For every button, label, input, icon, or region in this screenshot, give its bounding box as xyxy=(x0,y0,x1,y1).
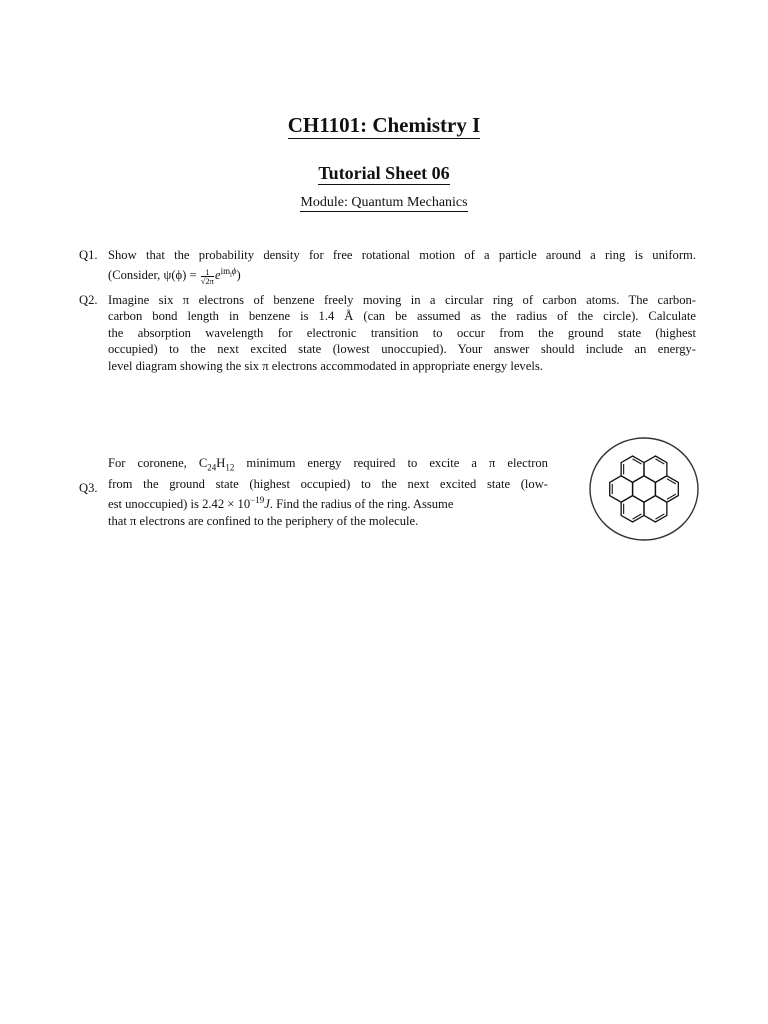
hexagon-rings xyxy=(610,456,679,522)
hexagon-ring xyxy=(644,496,667,522)
formula-suffix: ) xyxy=(236,268,241,283)
ring-circle xyxy=(590,438,698,540)
question-line-formula xyxy=(108,263,696,285)
subscript: 24 xyxy=(207,462,217,473)
hexagon-ring xyxy=(644,456,667,482)
text-fragment: minimum energy required to excite a π electron xyxy=(234,456,548,470)
page-title xyxy=(0,112,768,138)
subscript: 12 xyxy=(225,462,235,473)
exponent-sub: l xyxy=(230,273,232,280)
question-line: occupied) to the next excited state (lowest unoccupied). Your answer should include an energy- xyxy=(108,342,696,357)
exponent-phi: ϕ xyxy=(231,266,237,277)
unit: J xyxy=(264,497,270,512)
question-line: from the ground state (highest occupied) to the next excited state (low- xyxy=(108,476,548,491)
fraction-numerator: 1 xyxy=(201,268,214,277)
question-line xyxy=(108,455,548,476)
coronene-structure-icon xyxy=(588,436,700,542)
text-fragment: H xyxy=(216,456,226,470)
question-number: Q1. xyxy=(79,248,98,262)
question-text xyxy=(108,292,696,374)
formula-prefix: (Consider, ψ(ϕ) = xyxy=(108,268,200,283)
module-name: Module: Quantum Mechanics xyxy=(300,195,468,210)
text-fragment: est unoccupied) is 2.42 × 10 xyxy=(108,497,251,512)
hexagon-ring xyxy=(621,496,644,522)
question-number: Q2. xyxy=(79,293,98,307)
question-line: the absorption wavelength for electronic transition to occur from the ground state (highest xyxy=(108,325,696,340)
text-fragment: For coronene, C xyxy=(108,456,208,470)
course-title: CH1101: Chemistry I xyxy=(287,113,481,137)
question-line: Show that the probability density for free rotational motion of a particle around a ring is uniform. xyxy=(108,248,696,262)
question-line xyxy=(108,492,548,513)
fraction-denominator: √2π xyxy=(200,276,214,287)
question-text xyxy=(108,247,696,285)
exponent xyxy=(220,266,237,280)
superscript: −19 xyxy=(250,495,265,506)
exponent-im: im xyxy=(220,266,231,277)
text-fragment: . Find the radius of the ring. Assume xyxy=(269,497,454,512)
exponential: e xyxy=(214,268,221,283)
question-line: Imagine six π electrons of benzene freely moving in a circular ring of carbon atoms. The carbon- xyxy=(108,293,696,307)
question-number: Q3. xyxy=(79,481,98,495)
sheet-title: Tutorial Sheet 06 xyxy=(318,163,450,183)
question-text xyxy=(108,455,548,529)
sheet-subtitle xyxy=(0,161,768,185)
fraction xyxy=(201,268,214,285)
question-line: that π electrons are confined to the periphery of the molecule. xyxy=(108,513,419,528)
question-line: level diagram showing the six π electrons accommodated in appropriate energy levels. xyxy=(108,358,543,373)
question-line: carbon bond length in benzene is 1.4 Å (can be assumed as the radius of the circle). Calculate xyxy=(108,309,696,324)
module-heading xyxy=(0,194,768,212)
hexagon-ring xyxy=(621,456,644,482)
